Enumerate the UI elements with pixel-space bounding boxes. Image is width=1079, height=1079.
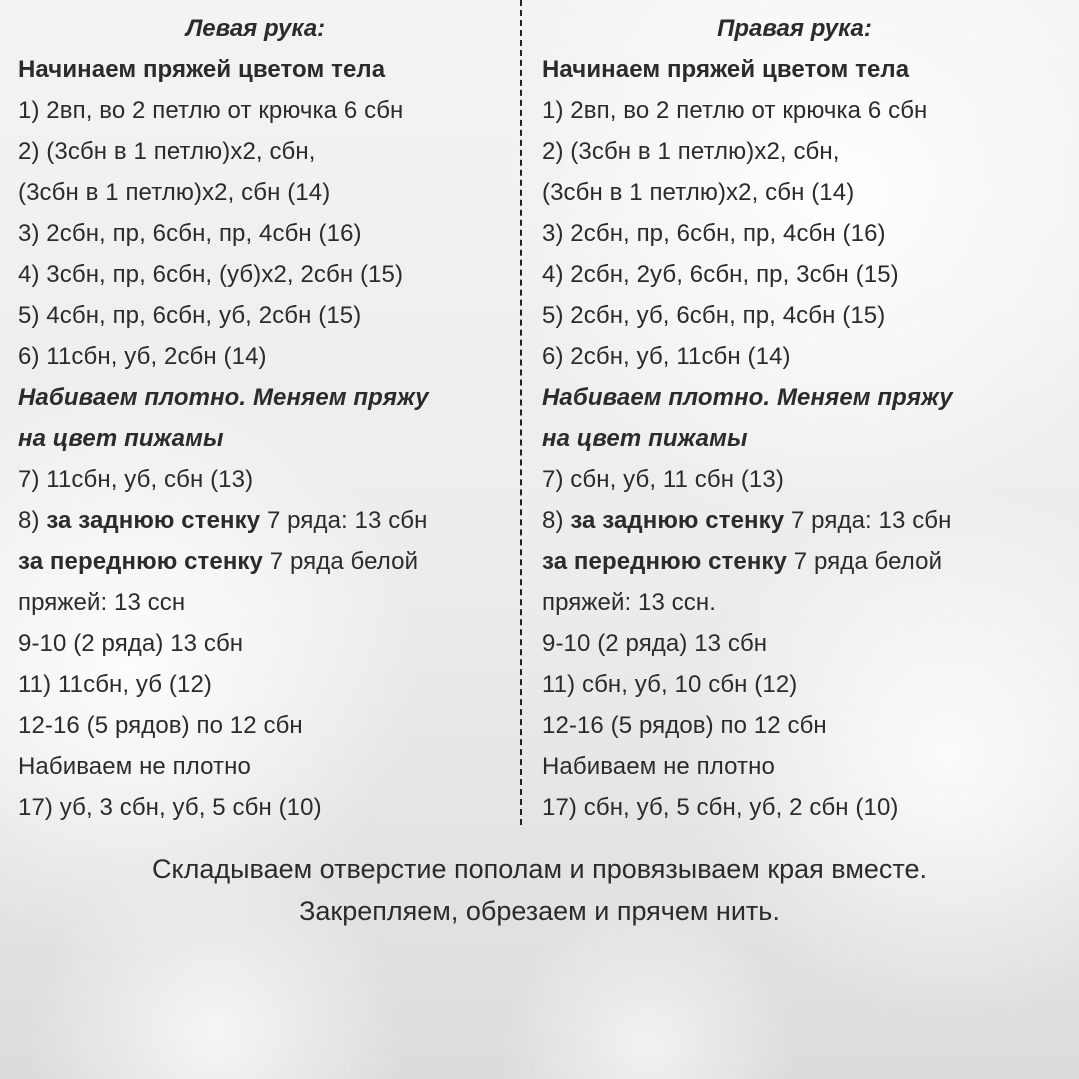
pattern-line: 11) 11сбн, уб (12) <box>18 671 212 698</box>
pattern-line-prefix: 8) <box>542 507 571 534</box>
pattern-line: 12-16 (5 рядов) по 12 сбн <box>18 712 303 739</box>
pattern-line-suffix: 7 ряда: 13 сбн <box>784 507 952 534</box>
pattern-line: 3) 2сбн, пр, 6сбн, пр, 4сбн (16) <box>542 220 886 247</box>
pattern-line-prefix: 8) <box>18 507 47 534</box>
pattern-line: 1) 2вп, во 2 петлю от крючка 6 сбн <box>18 97 404 124</box>
pattern-line: 5) 2сбн, уб, 6сбн, пр, 4сбн (15) <box>542 302 886 329</box>
pattern-line: 6) 11сбн, уб, 2сбн (14) <box>18 343 267 370</box>
pattern-line-emphasis: за переднюю стенку <box>18 548 263 575</box>
pattern-line: Набиваем не плотно <box>542 753 775 780</box>
pattern-line: (3сбн в 1 петлю)х2, сбн (14) <box>542 179 855 206</box>
pattern-line <box>18 541 523 582</box>
pattern-line <box>542 541 1047 582</box>
pattern-line: 2) (3сбн в 1 петлю)х2, сбн, <box>542 138 840 165</box>
pattern-line: Набиваем плотно. Меняем пряжу <box>18 384 429 411</box>
pattern-line: 9-10 (2 ряда) 13 сбн <box>542 630 768 657</box>
pattern-line <box>18 500 523 541</box>
pattern-line: пряжей: 13 ссн. <box>542 589 716 616</box>
pattern-line-suffix: 7 ряда белой <box>262 548 419 575</box>
pattern-line: Набиваем не плотно <box>18 753 251 780</box>
pattern-line <box>542 500 1047 541</box>
pattern-line: Начинаем пряжей цветом тела <box>18 56 386 83</box>
pattern-line: Набиваем плотно. Меняем пряжу <box>542 384 953 411</box>
pattern-line: 4) 3сбн, пр, 6сбн, (уб)х2, 2сбн (15) <box>18 261 404 288</box>
pattern-line-emphasis: за заднюю стенку <box>570 507 785 534</box>
pattern-line-emphasis: за заднюю стенку <box>46 507 261 534</box>
pattern-line: Начинаем пряжей цветом тела <box>542 56 910 83</box>
pattern-line: 7) сбн, уб, 11 сбн (13) <box>542 466 784 493</box>
right-hand-title: Правая рука: <box>717 15 872 42</box>
pattern-line: на цвет пижамы <box>18 425 224 452</box>
closing-instruction-line: Складываем отверстие пополам и провязываем края вместе. <box>151 854 927 884</box>
pattern-line: на цвет пижамы <box>542 425 748 452</box>
pattern-line: 11) сбн, уб, 10 сбн (12) <box>542 671 798 698</box>
pattern-line: 5) 4сбн, пр, 6сбн, уб, 2сбн (15) <box>18 302 362 329</box>
pattern-line: (3сбн в 1 петлю)х2, сбн (14) <box>18 179 331 206</box>
pattern-line: 7) 11сбн, уб, сбн (13) <box>18 466 254 493</box>
closing-instruction-line: Закрепляем, обрезаем и прячем нить. <box>299 896 780 926</box>
pattern-line: 9-10 (2 ряда) 13 сбн <box>18 630 244 657</box>
pattern-line: 17) сбн, уб, 5 сбн, уб, 2 сбн (10) <box>542 794 899 821</box>
pattern-line: 6) 2сбн, уб, 11сбн (14) <box>542 343 791 370</box>
pattern-line: 12-16 (5 рядов) по 12 сбн <box>542 712 827 739</box>
pattern-line: 3) 2сбн, пр, 6сбн, пр, 4сбн (16) <box>18 220 362 247</box>
pattern-line: 4) 2сбн, 2уб, 6сбн, пр, 3сбн (15) <box>542 261 899 288</box>
pattern-line-emphasis: за переднюю стенку <box>542 548 787 575</box>
pattern-line: пряжей: 13 ссн <box>18 589 186 616</box>
pattern-line: 17) уб, 3 сбн, уб, 5 сбн (10) <box>18 794 322 821</box>
left-hand-column <box>18 8 523 828</box>
pattern-line-suffix: 7 ряда белой <box>786 548 943 575</box>
closing-instructions <box>0 848 1079 932</box>
pattern-line-suffix: 7 ряда: 13 сбн <box>260 507 428 534</box>
pattern-line: 1) 2вп, во 2 петлю от крючка 6 сбн <box>542 97 928 124</box>
right-hand-column <box>542 8 1047 828</box>
left-hand-title: Левая рука: <box>185 15 326 42</box>
pattern-line: 2) (3сбн в 1 петлю)х2, сбн, <box>18 138 316 165</box>
